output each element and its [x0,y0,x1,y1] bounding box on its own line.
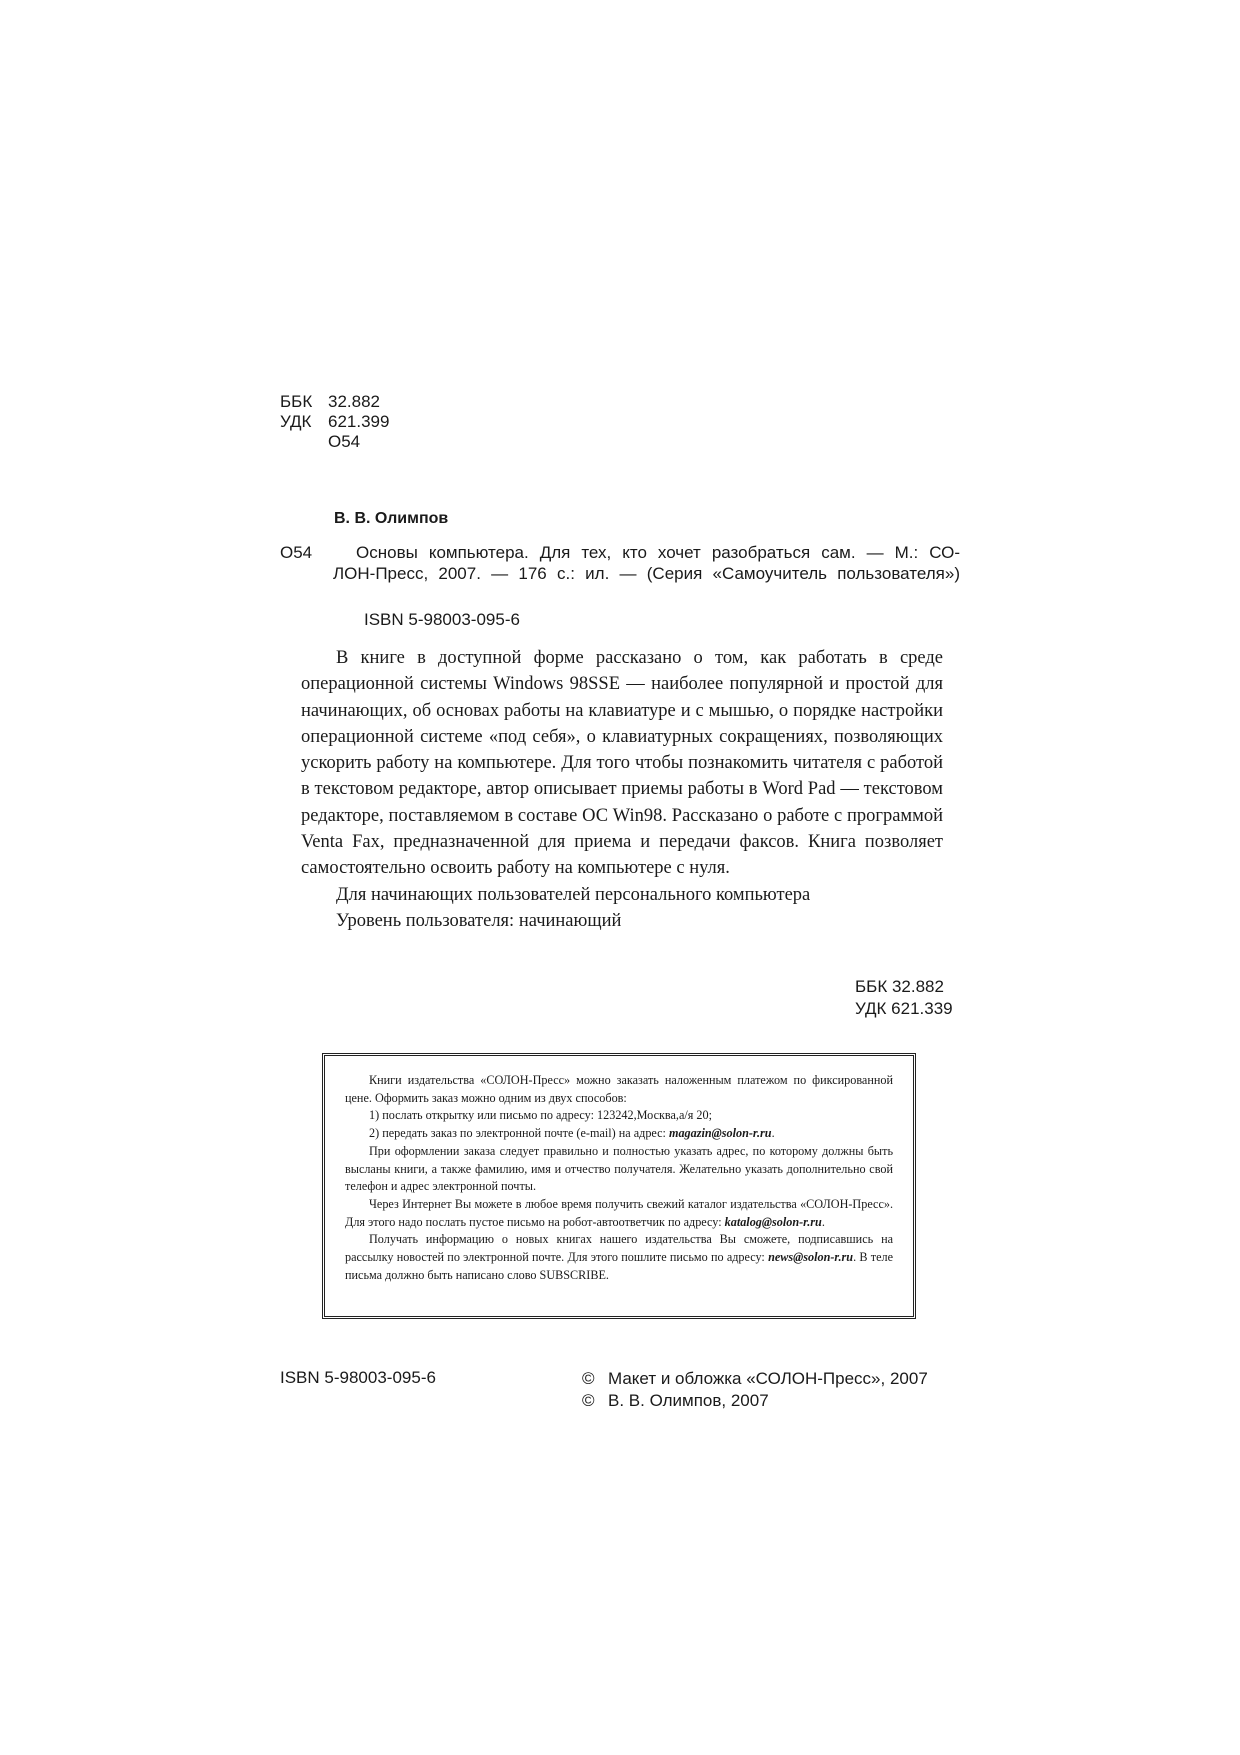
copyright-line-2: © В. В. Олимпов, 2007 [582,1391,769,1410]
annotation-audience: Для начинающих пользователей персонального компьютера [336,884,811,905]
bbk-row [280,392,389,412]
copyright-symbol: © [582,1391,595,1410]
udk-value: 621.399 [328,412,390,431]
copyright-line-1: © Макет и обложка «СОЛОН-Пресс», 2007 [582,1369,928,1388]
annotation-main: В книге в доступной форме рассказано о том, как работать в среде операционной системы Windows 98SSE — наиболее популярной и простой для начинающих, об основах работы на клавиатуре и с мышью, о порядке настройки операционной системе «под себя», о клавиатурных сокращениях, позволяющих ускорить работу на компьютере. Для того чтобы познакомить читателя с работой в текстовом редакторе, автор описывает приемы работы в Word Pad — текстовом редакторе, поставляемом в составе ОС Win98. Рассказано о работе с программой Venta Fax, предназначенной для приема и передачи факсов. Книга позволяет самостоятельно освоить работу на компьютере с нуля. [301,648,943,879]
udk-row [280,412,389,432]
author-mark-row [280,432,389,452]
author-name: В. В. Олимпов [334,510,449,527]
biblio-line-1: Основы компьютера. Для тех, кто хочет разобраться сам. — М.: СО- [356,543,960,562]
annotation [301,645,943,934]
order-email[interactable]: magazin@solon-r.ru [668,1126,772,1141]
isbn-bottom: ISBN 5-98003-095-6 [280,1368,436,1387]
order-info-box [322,1053,916,1319]
classification-block [280,392,389,452]
bbk-value: 32.882 [328,392,380,411]
catalog-email[interactable]: katalog@solon-r.ru [724,1214,822,1229]
bbk-right: ББК 32.882 [855,977,944,996]
udk-label: УДК [280,412,312,431]
order-intro: Книги издательства «СОЛОН-Пресс» можно заказать наложенным платежом по фиксированной цене. Оформить заказ можно одним из двух способов: [345,1073,893,1105]
annotation-level: Уровень пользователя: начинающий [336,910,622,931]
bibliographic-entry [280,542,960,584]
catalog-info: Через Интернет Вы можете в любое время получить свежий каталог издательства «СОЛОН-Пресс». Для этого надо послать пустое письмо на робот-автоответчик по адресу: katalog@solon-r.ru. [345,1196,893,1229]
order-instructions: При оформлении заказа следует правильно и полностью указать адрес, по которому должны быть высланы книги, а также фамилию, имя и отчество получателя. Желательно указать дополнительно свой телефон и адрес электронной почты. [345,1143,893,1194]
author-mark: О54 [328,432,361,451]
classification-right [855,976,953,1020]
udk-right: УДК 621.339 [855,999,953,1018]
news-info: Получать информацию о новых книгах нашего издательства Вы сможете, подписавшись на рассылку новостей по электронной почте. Для этого пошлите письмо по адресу: news@solon-r.ru. В теле письма должно быть написано слово SUBSCRIBE. [345,1232,893,1282]
bbk-label: ББК [280,392,313,411]
biblio-code: О54 [280,543,313,562]
order-method-2: 2) передать заказ по электронной почте (e-mail) на адрес: magazin@solon-r.ru. [369,1126,775,1141]
order-method-1: 1) послать открытку или письмо по адресу: 123242,Москва,а/я 20; [369,1108,712,1123]
biblio-line-2: ЛОН-Пресс, 2007. — 176 с.: ил. — (Серия «Самоучитель пользователя») [333,564,960,583]
copyrights [582,1368,928,1412]
news-email[interactable]: news@solon-r.ru [768,1250,854,1265]
copyright-symbol: © [582,1369,595,1388]
isbn-main: ISBN 5-98003-095-6 [364,610,520,629]
